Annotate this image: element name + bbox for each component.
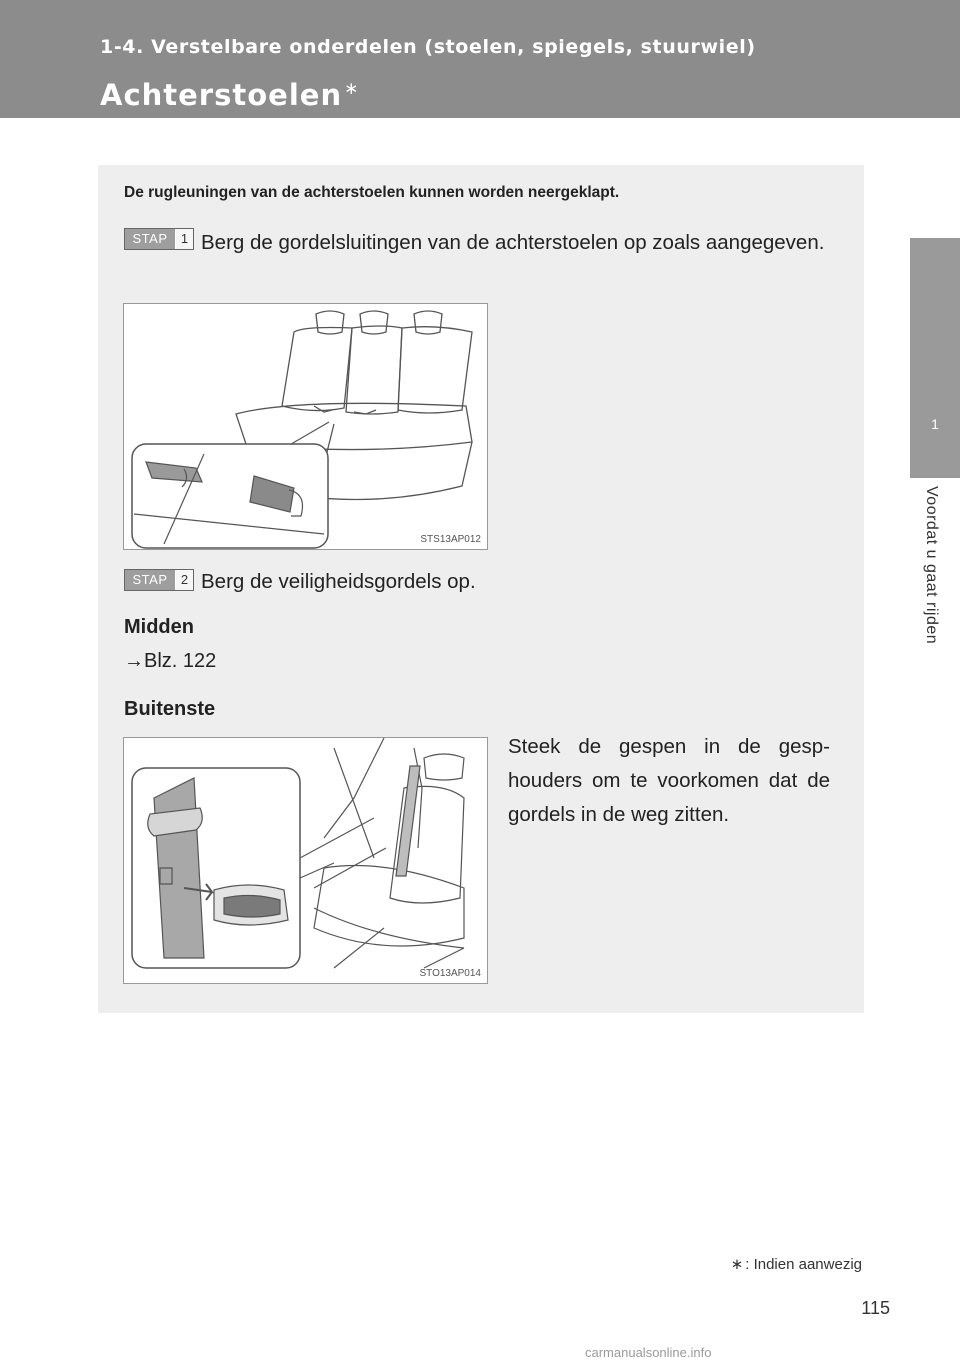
step-badge-label: STAP — [132, 572, 168, 587]
step-badge-label: STAP — [132, 231, 168, 246]
chapter-label: Voordat u gaat rijden — [923, 486, 940, 645]
intro-text: De rugleuningen van de achterstoelen kunnen worden neergeklapt. — [124, 184, 620, 201]
step-badge-1 — [124, 228, 194, 250]
page-number: 115 — [861, 1298, 890, 1318]
chapter-number: 1 — [931, 416, 939, 432]
step-badge-2 — [124, 569, 194, 591]
chapter-tab — [910, 118, 960, 1366]
page-header — [0, 0, 960, 118]
midden-heading: Midden — [124, 616, 194, 638]
buitenste-text: Steek de gespen in de gesp-houders om te voorkomen dat de gordels in de weg zitten. — [508, 735, 830, 826]
page-reference: →Blz. 122 — [124, 650, 217, 672]
section-title: 1-4. Verstelbare onderdelen (stoelen, spiegels, stuurwiel) — [100, 36, 756, 58]
rear-seat-drawing — [124, 304, 488, 550]
belt-buckle-illustration — [123, 737, 488, 984]
step-1-text: Berg de gordelsluitingen van de achterstoelen op zoals aangegeven. — [201, 231, 825, 254]
asterisk-icon: ∗ — [344, 79, 360, 100]
page-title — [100, 78, 359, 112]
step-badge-number: 2 — [175, 570, 193, 590]
buitenste-heading: Buitenste — [124, 698, 216, 720]
figure-code: STO13AP014 — [419, 968, 481, 979]
asterisk-icon: ∗ — [730, 1256, 744, 1273]
step-2-text: Berg de veiligheidsgordels op. — [201, 570, 476, 593]
figure-code: STS13AP012 — [420, 534, 481, 545]
footnote — [731, 1255, 862, 1273]
belt-buckle-drawing — [124, 738, 488, 984]
step-badge-number: 1 — [175, 229, 193, 249]
page-title-text: Achterstoelen — [100, 78, 343, 112]
footnote-text: : Indien aanwezig — [745, 1256, 862, 1273]
rear-seat-illustration — [123, 303, 488, 550]
chapter-number-box — [910, 238, 960, 478]
watermark: carmanualsonline.info — [585, 1345, 712, 1360]
